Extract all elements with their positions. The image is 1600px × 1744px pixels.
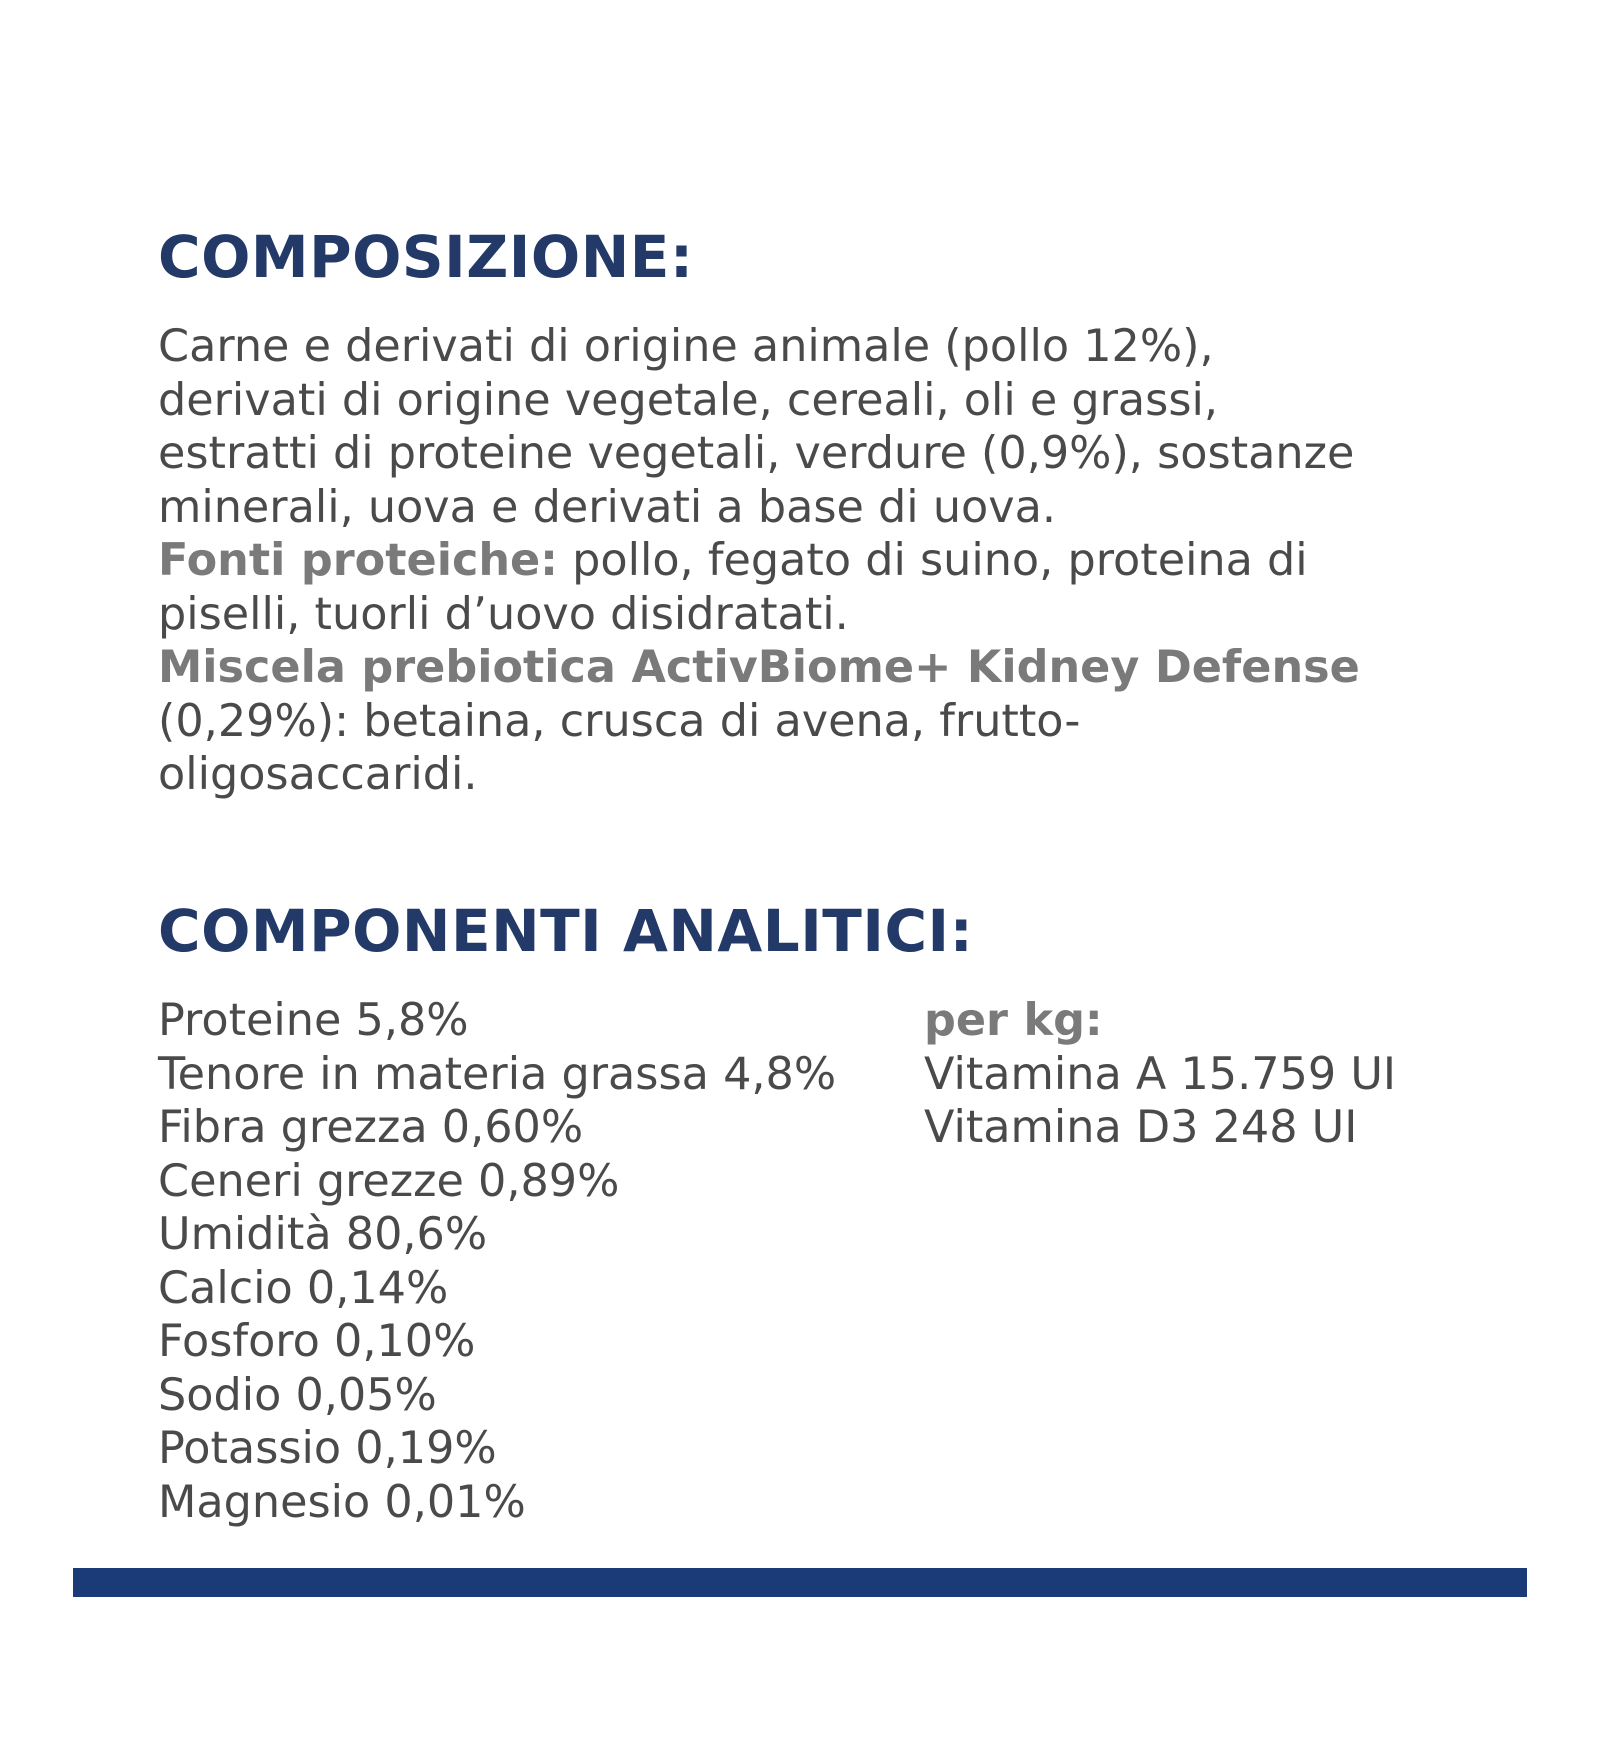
analytical-list bbox=[158, 994, 836, 1529]
per-kg-label: per kg: bbox=[924, 995, 1103, 1046]
analytical-item: Umidità 80,6% bbox=[158, 1209, 488, 1260]
analytical-item: Magnesio 0,01% bbox=[158, 1476, 526, 1528]
per-kg-list bbox=[924, 994, 1396, 1155]
composizione-line: estratti di proteine vegetali, verdure (0,9%), sostanze bbox=[158, 428, 1355, 479]
vitamin-item: Vitamina D3 248 UI bbox=[924, 1102, 1358, 1153]
componenti-analitici-title: COMPONENTI ANALITICI: bbox=[158, 897, 974, 965]
analytical-item: Potassio 0,19% bbox=[158, 1423, 497, 1474]
composizione-line: minerali, uova e derivati a base di uova. bbox=[158, 481, 1056, 533]
vitamin-item: Vitamina A 15.759 UI bbox=[924, 1048, 1397, 1100]
fonti-proteiche-label: Fonti proteiche: bbox=[158, 535, 558, 586]
composizione-title: COMPOSIZIONE: bbox=[158, 223, 694, 291]
fonti-proteiche-text: pollo, fegato di suino, proteina di bbox=[557, 535, 1308, 586]
miscela-prebiotica-label: Miscela prebiotica ActivBiome+ Kidney Defense bbox=[158, 642, 1360, 693]
fonti-proteiche-line bbox=[158, 534, 1488, 588]
analytical-item: Proteine 5,8% bbox=[158, 995, 469, 1046]
composizione-text bbox=[158, 320, 1488, 802]
fonti-proteiche-line: piselli, tuorli d’uovo disidratati. bbox=[158, 588, 849, 640]
analytical-item: Fosforo 0,10% bbox=[158, 1316, 476, 1367]
composizione-line: Carne e derivati di origine animale (pollo 12%), bbox=[158, 321, 1214, 372]
analytical-item: Sodio 0,05% bbox=[158, 1369, 437, 1421]
miscela-prebiotica-line: oligosaccaridi. bbox=[158, 749, 478, 800]
miscela-prebiotica-line: (0,29%): betaina, crusca di avena, frutto- bbox=[158, 695, 1081, 747]
composizione-line: derivati di origine vegetale, cereali, oli e grassi, bbox=[158, 374, 1219, 426]
analytical-item: Fibra grezza 0,60% bbox=[158, 1102, 584, 1153]
analytical-item: Calcio 0,14% bbox=[158, 1262, 449, 1314]
analytical-item: Tenore in materia grassa 4,8% bbox=[158, 1048, 837, 1100]
analytical-item: Ceneri grezze 0,89% bbox=[158, 1155, 620, 1207]
footer-bar bbox=[73, 1568, 1527, 1597]
